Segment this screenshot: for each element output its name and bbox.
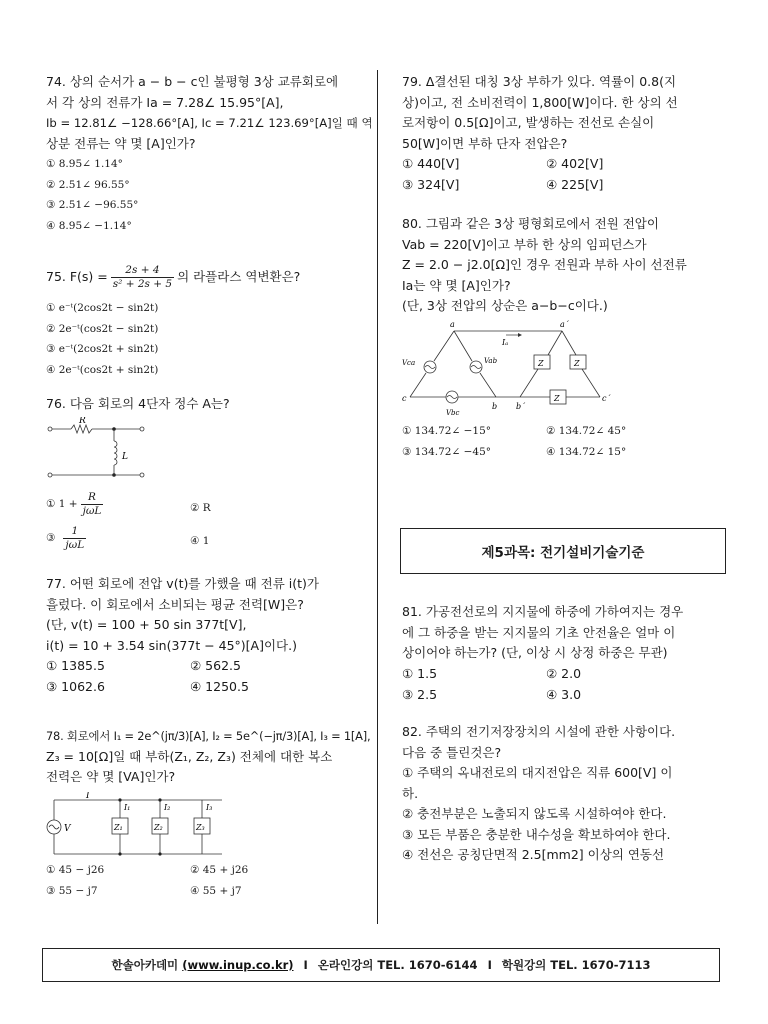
q79-option-3[interactable]: ③ 324[V] — [402, 177, 460, 192]
q78-label-i3: I₃ — [206, 802, 213, 812]
q74-line-4: 상분 전류는 약 몇 [A]인가? — [46, 135, 196, 151]
q79-line-3: 로저항이 0.5[Ω]이고, 발생하는 전선로 손실이 — [402, 115, 655, 130]
q80-label-z-left: Z — [538, 358, 544, 368]
q78-line-2: Z₃ = 10[Ω]일 때 부하(Z₁, Z₂, Z₃) 전체에 대한 복소 — [46, 748, 333, 764]
question-74 — [46, 72, 373, 236]
q79-line-2: 상)이고, 전 소비전력이 1,800[W]이다. 한 상의 선 — [402, 94, 678, 110]
footer-offline: 학원강의 TEL. 1670-7113 — [501, 958, 651, 972]
q77-line-3: (단, v(t) = 100 + 50 sin 377t[V], — [46, 617, 247, 632]
q80-option-2[interactable]: ② 134.72∠ 45° — [546, 424, 627, 437]
q78-line-3: 전력은 약 몇 [VA]인가? — [46, 769, 176, 784]
inductor-l — [114, 441, 117, 465]
q80-option-3[interactable]: ③ 134.72∠ −45° — [402, 445, 492, 458]
q80-label-a: a — [450, 319, 455, 329]
q81-option-3[interactable]: ③ 2.5 — [402, 686, 438, 702]
footer-separator-1: I — [303, 958, 308, 972]
q75-option-2[interactable]: ② 2e⁻ᵗ(cos2t − sin2t) — [46, 322, 159, 335]
q79-line-4: 50[W]이면 부하 단자 전압은? — [402, 135, 568, 151]
q80-option-4[interactable]: ④ 134.72∠ 15° — [546, 445, 627, 458]
q80-line-1: 80. 그림과 같은 3상 평형회로에서 전원 전압이 — [402, 216, 659, 231]
question-82 — [402, 722, 724, 866]
q77-option-3[interactable]: ③ 1062.6 — [46, 679, 105, 694]
q76-opt1-prefix: ① 1 + — [46, 497, 78, 510]
q75-denominator: s² + 2s + 5 — [112, 277, 173, 290]
q81-option-2[interactable]: ② 2.0 — [546, 665, 582, 681]
q80-label-vab: Vab — [484, 356, 498, 365]
footer-url-link[interactable]: (www.inup.co.kr) — [182, 958, 294, 972]
q80-line-5: (단, 3상 전압의 상순은 a−b−c이다.) — [402, 298, 608, 313]
q76-label-r: R — [79, 416, 86, 426]
q78-option-4[interactable]: ④ 55 + j7 — [190, 884, 242, 897]
q75-stem — [46, 262, 368, 292]
q79-option-1[interactable]: ① 440[V] — [402, 156, 460, 171]
subject-title-box — [400, 528, 726, 574]
q80-line-4: Ia는 약 몇 [A]인가? — [402, 277, 511, 293]
q77-option-4[interactable]: ④ 1250.5 — [190, 679, 249, 694]
q77-line-4: i(t) = 10 + 3.54 sin(377t − 45°)[A]이다.) — [46, 637, 297, 653]
q77-option-1[interactable]: ① 1385.5 — [46, 658, 105, 673]
q76-label-l: L — [122, 451, 128, 462]
q82-option-1[interactable]: ① 주택의 옥내전로의 대지전압은 직류 600[V] 이 — [402, 765, 673, 780]
q78-label-i: I — [86, 791, 90, 801]
q80-option-1[interactable]: ① 134.72∠ −15° — [402, 424, 492, 437]
question-75 — [46, 262, 368, 380]
q82-option-2[interactable]: ② 충전부분은 노출되지 않도록 시설하여야 한다. — [402, 806, 667, 821]
q80-options — [402, 421, 724, 463]
q76-opt1-num: R — [81, 491, 104, 505]
q78-label-i1: I₁ — [124, 802, 131, 812]
q76-option-3[interactable] — [46, 525, 86, 552]
q80-label-vca: Vca — [402, 358, 416, 367]
question-78 — [46, 726, 371, 902]
q76-option-2[interactable]: ② R — [190, 501, 211, 514]
resistor-r — [71, 425, 92, 433]
q81-line-2: 에 그 하중을 받는 지지물의 기초 안전율은 얼마 이 — [402, 624, 676, 640]
q74-option-4[interactable]: ④ 8.95∠ −1.14° — [46, 219, 132, 232]
q76-line-1: 76. 다음 회로의 4단자 정수 A는? — [46, 396, 230, 411]
q82-option-1-cont: 하. — [402, 785, 419, 801]
q78-option-2[interactable]: ② 45 + j26 — [190, 863, 249, 876]
q80-circuit-diagram — [402, 317, 622, 421]
q74-line-1: 74. 상의 순서가 a − b − c인 불평형 3상 교류회로에 — [46, 74, 339, 89]
footer-online: 온라인강의 TEL. 1670-6144 — [317, 958, 478, 972]
q75-fraction — [111, 264, 174, 291]
question-80 — [402, 214, 724, 463]
q76-opt3-den: jωL — [65, 538, 85, 551]
q81-line-1: 81. 가공전선로의 지지물에 하중에 가하여지는 경우 — [402, 604, 684, 619]
q76-circuit-diagram — [46, 417, 156, 487]
q74-option-3[interactable]: ③ 2.51∠ −96.55° — [46, 199, 139, 211]
q80-label-b: b — [492, 401, 498, 411]
q78-label-z3: Z₃ — [196, 822, 205, 832]
q78-options — [46, 860, 368, 902]
q75-numerator: 2s + 4 — [111, 264, 174, 278]
q78-label-z2: Z₂ — [154, 822, 163, 832]
q77-line-1: 77. 어떤 회로에 전압 v(t)를 가했을 때 전류 i(t)가 — [46, 576, 319, 591]
q74-option-2[interactable]: ② 2.51∠ 96.55° — [46, 178, 130, 191]
q75-option-4[interactable]: ④ 2e⁻ᵗ(cos2t + sin2t) — [46, 363, 159, 376]
question-76 — [46, 394, 368, 561]
footer-separator-2: I — [487, 958, 492, 972]
footer-bar — [42, 948, 720, 982]
q78-label-i2: I₂ — [164, 802, 171, 812]
q77-line-2: 흘렀다. 이 회로에서 소비되는 평균 전력[W]은? — [46, 596, 304, 612]
q76-option-4[interactable]: ④ 1 — [190, 534, 210, 547]
q75-prefix: 75. F(s) = — [46, 268, 108, 284]
q76-opt3-fraction — [63, 525, 86, 552]
q81-option-1[interactable]: ① 1.5 — [402, 665, 438, 681]
q80-label-ia: Iₐ — [502, 337, 509, 347]
q76-option-1[interactable] — [46, 491, 103, 518]
q79-options — [402, 154, 724, 196]
q78-option-3[interactable]: ③ 55 − j7 — [46, 884, 98, 897]
question-81 — [402, 602, 724, 706]
footer-academy: 한솔아카데미 — [111, 958, 179, 972]
q80-line-2: Vab = 220[V]이고 부하 한 상의 임피던스가 — [402, 236, 647, 252]
q82-option-4[interactable]: ④ 전선은 공칭단면적 2.5[mm2] 이상의 연동선 — [402, 847, 665, 862]
q78-option-1[interactable]: ① 45 − j26 — [46, 863, 105, 876]
q74-option-1[interactable]: ① 8.95∠ 1.14° — [46, 158, 123, 170]
q80-line-3: Z = 2.0 − j2.0[Ω]인 경우 전원과 부하 사이 선전류 — [402, 257, 687, 272]
q82-line-2: 다음 중 틀린것은? — [402, 744, 502, 760]
q80-label-c-prime: c´ — [602, 393, 611, 403]
q79-option-4[interactable]: ④ 225[V] — [546, 177, 604, 192]
q80-label-z-right: Z — [574, 358, 580, 368]
question-79 — [402, 72, 724, 196]
q76-opt3-prefix: ③ — [46, 531, 56, 544]
q82-option-3[interactable]: ③ 모든 부품은 충분한 내수성을 확보하여야 한다. — [402, 826, 671, 842]
q74-line-3: Ib = 12.81∠ −128.66°[A], Ic = 7.21∠ 123.69°[A]일 때 역 — [46, 116, 373, 130]
q77-options — [46, 656, 368, 698]
q79-option-2[interactable]: ② 402[V] — [546, 156, 604, 171]
q81-option-4[interactable]: ④ 3.0 — [546, 686, 582, 702]
q80-label-z-bottom: Z — [554, 393, 560, 403]
q82-line-1: 82. 주택의 전기저장장치의 시설에 관한 사항이다. — [402, 724, 676, 739]
q81-line-3: 상이어야 하는가? (단, 이상 시 상정 하중은 무관) — [402, 645, 668, 660]
q76-options — [46, 489, 368, 561]
q76-opt1-fraction — [81, 491, 104, 518]
q75-option-3[interactable]: ③ e⁻ᵗ(2cos2t + sin2t) — [46, 343, 159, 355]
q79-line-1: 79. Δ결선된 대칭 3상 부하가 있다. 역률이 0.8(지 — [402, 74, 677, 89]
column-divider — [377, 70, 378, 924]
q78-line-1: 78. 회로에서 I₁ = 2e^(jπ/3)[A], I₂ = 5e^(−jπ/3)[A], I₃ = 1[A], — [46, 729, 371, 743]
q80-label-c: c — [402, 393, 407, 403]
q75-option-1[interactable]: ① e⁻ᵗ(2cos2t − sin2t) — [46, 302, 159, 314]
subject-title: 제5과목: 전기설비기술기준 — [481, 545, 645, 561]
q78-circuit-diagram — [46, 792, 246, 858]
q80-label-vbc: Vbc — [446, 408, 460, 417]
question-77 — [46, 574, 368, 698]
q76-opt3-num: 1 — [63, 525, 86, 539]
q76-opt1-den: jωL — [82, 504, 102, 517]
q78-label-z1: Z₁ — [114, 822, 123, 832]
q81-options — [402, 664, 724, 706]
q74-line-2: 서 각 상의 전류가 Ia = 7.28∠ 15.95°[A], — [46, 94, 284, 110]
q75-suffix: 의 라플라스 역변환은? — [177, 268, 301, 284]
q78-label-v: V — [64, 823, 71, 834]
q80-label-b-prime: b´ — [516, 401, 526, 411]
q80-label-a-prime: a´ — [560, 319, 569, 329]
q77-option-2[interactable]: ② 562.5 — [190, 658, 241, 673]
